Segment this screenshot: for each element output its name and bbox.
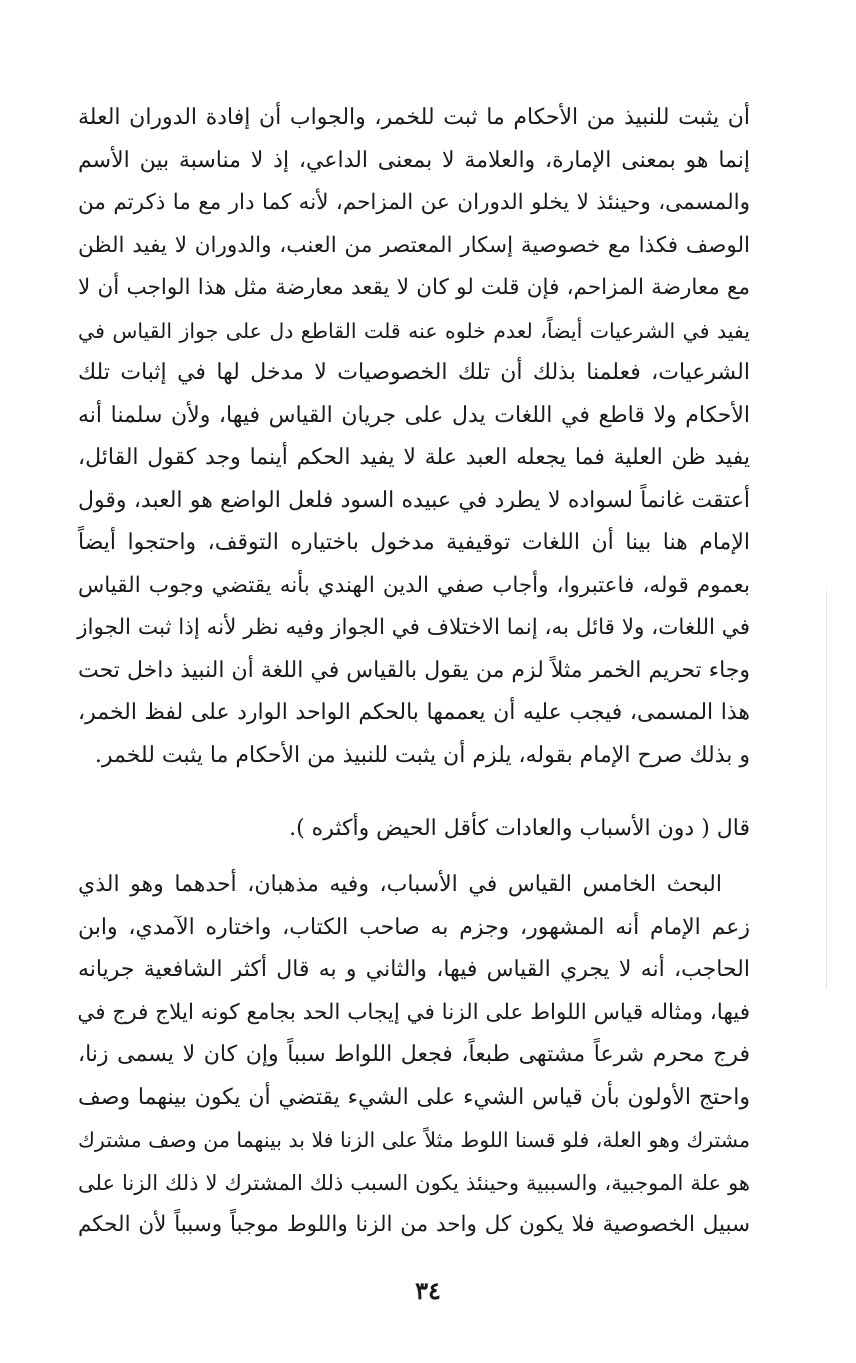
page-number: ٣٤ (415, 1276, 441, 1305)
text-line: يفيد ظن العلية فما يجعله العبد علة لا يفيد الحكم أينما وجد كقول القائل، (78, 445, 750, 470)
text-line: والمسمى، وحينئذ لا يخلو الدوران عن المزاحم، لأنه كما دار مع ما ذكرتم من (78, 190, 750, 215)
matn-quote: قال ( دون الأسباب والعادات كأقل الحيض وأكثره ). (289, 816, 750, 841)
text-line: أعتقت غانماً لسواده لا يطرد في عبيده السود فلعل الواضع هو العبد، وقول (78, 487, 750, 513)
text-line: واحتج الأولون بأن قياس الشيء على الشيء يقتضي أن يكون بينهما وصف (78, 1084, 750, 1110)
text-line: الوصف فكذا مع خصوصية إسكار المعتصر من العنب، والدوران لا يفيد الظن (78, 232, 750, 258)
text-line: فيها، ومثاله قياس اللواط على الزنا في إيجاب الحد بجامع كونه ايلاج فرج في (77, 999, 750, 1025)
text-line: الشرعيات، فعلمنا بذلك أن تلك الخصوصيات لا مدخل لها في إثبات تلك (78, 360, 750, 385)
text-line: بعموم قوله، فاعتبروا، وأجاب صفي الدين الهندي بأنه يقتضي وجوب القياس (78, 572, 750, 598)
text-line: الإمام هنا بينا أن اللغات توقيفية مدخول باختياره التوقف، واحتجوا أيضاً (78, 530, 750, 555)
text-line: زعم الإمام أنه المشهور، وجزم به صاحب الكتاب، واختاره الآمدي، وابن (78, 914, 750, 940)
text-line: الأحكام ولا قاطع في اللغات يدل على جريان القياس فيها، ولأن سلمنا أنه (78, 402, 750, 428)
text-line: هو علة الموجبية، والسببية وحينئذ يكون السبب ذلك المشترك لا ذلك الزنا على (78, 1170, 750, 1195)
text-line: أن يثبت للنبيذ من الأحكام ما ثبت للخمر، والجواب أن إفادة الدوران العلة (78, 105, 750, 130)
paragraph-2 (78, 864, 750, 1247)
scan-margin-line (826, 590, 827, 990)
text-line: الحاجب، أنه لا يجري القياس فيها، والثاني و به قال أكثر الشافعية جريانه (78, 957, 750, 982)
text-line: هذا المسمى، فيجب عليه أن يعممها بالحكم الواحد الوارد على لفظ الخمر، (78, 700, 750, 725)
text-line: فرج محرم شرعاً مشتهى طبعاً، فجعل اللواط سبباً وإن كان لا يسمى زنا، (78, 1042, 750, 1067)
text-line: البحث الخامس القياس في الأسباب، وفيه مذهبان، أحدهما وهو الذي (78, 872, 722, 897)
paragraph-1 (78, 97, 750, 777)
text-line: مع معارضة المزاحم، فإن قلت لو كان لا يقعد معارضة مثل هذا الواجب أن لا (78, 275, 750, 300)
text-line: سبيل الخصوصية فلا يكون كل واحد من الزنا واللوط موجباً وسبباً لأن الحكم (78, 1212, 750, 1237)
text-line: و بذلك صرح الإمام بقوله، يلزم أن يثبت للنبيذ من الأحكام ما يثبت للخمر. (94, 742, 750, 768)
text-line: مشترك وهو العلة، فلو قسنا اللوط مثلاً على الزنا فلا بد بينهما من وصف مشترك (78, 1128, 750, 1152)
text-line: في اللغات، ولا قائل به، إنما الاختلاف في الجواز وفيه نظر لأنه إذا ثبت الجواز (77, 615, 750, 640)
text-line: إنما هو بمعنى الإمارة، والعلامة لا بمعنى الداعي، إذ لا مناسبة بين الأسم (78, 147, 750, 173)
text-line: يفيد في الشرعيات أيضاً، لعدم خلوه عنه قلت القاطع دل على جواز القياس في (78, 318, 750, 343)
text-line: وجاء تحريم الخمر مثلاً لزم من يقول بالقياس في اللغة أن النبيذ داخل تحت (78, 657, 750, 683)
